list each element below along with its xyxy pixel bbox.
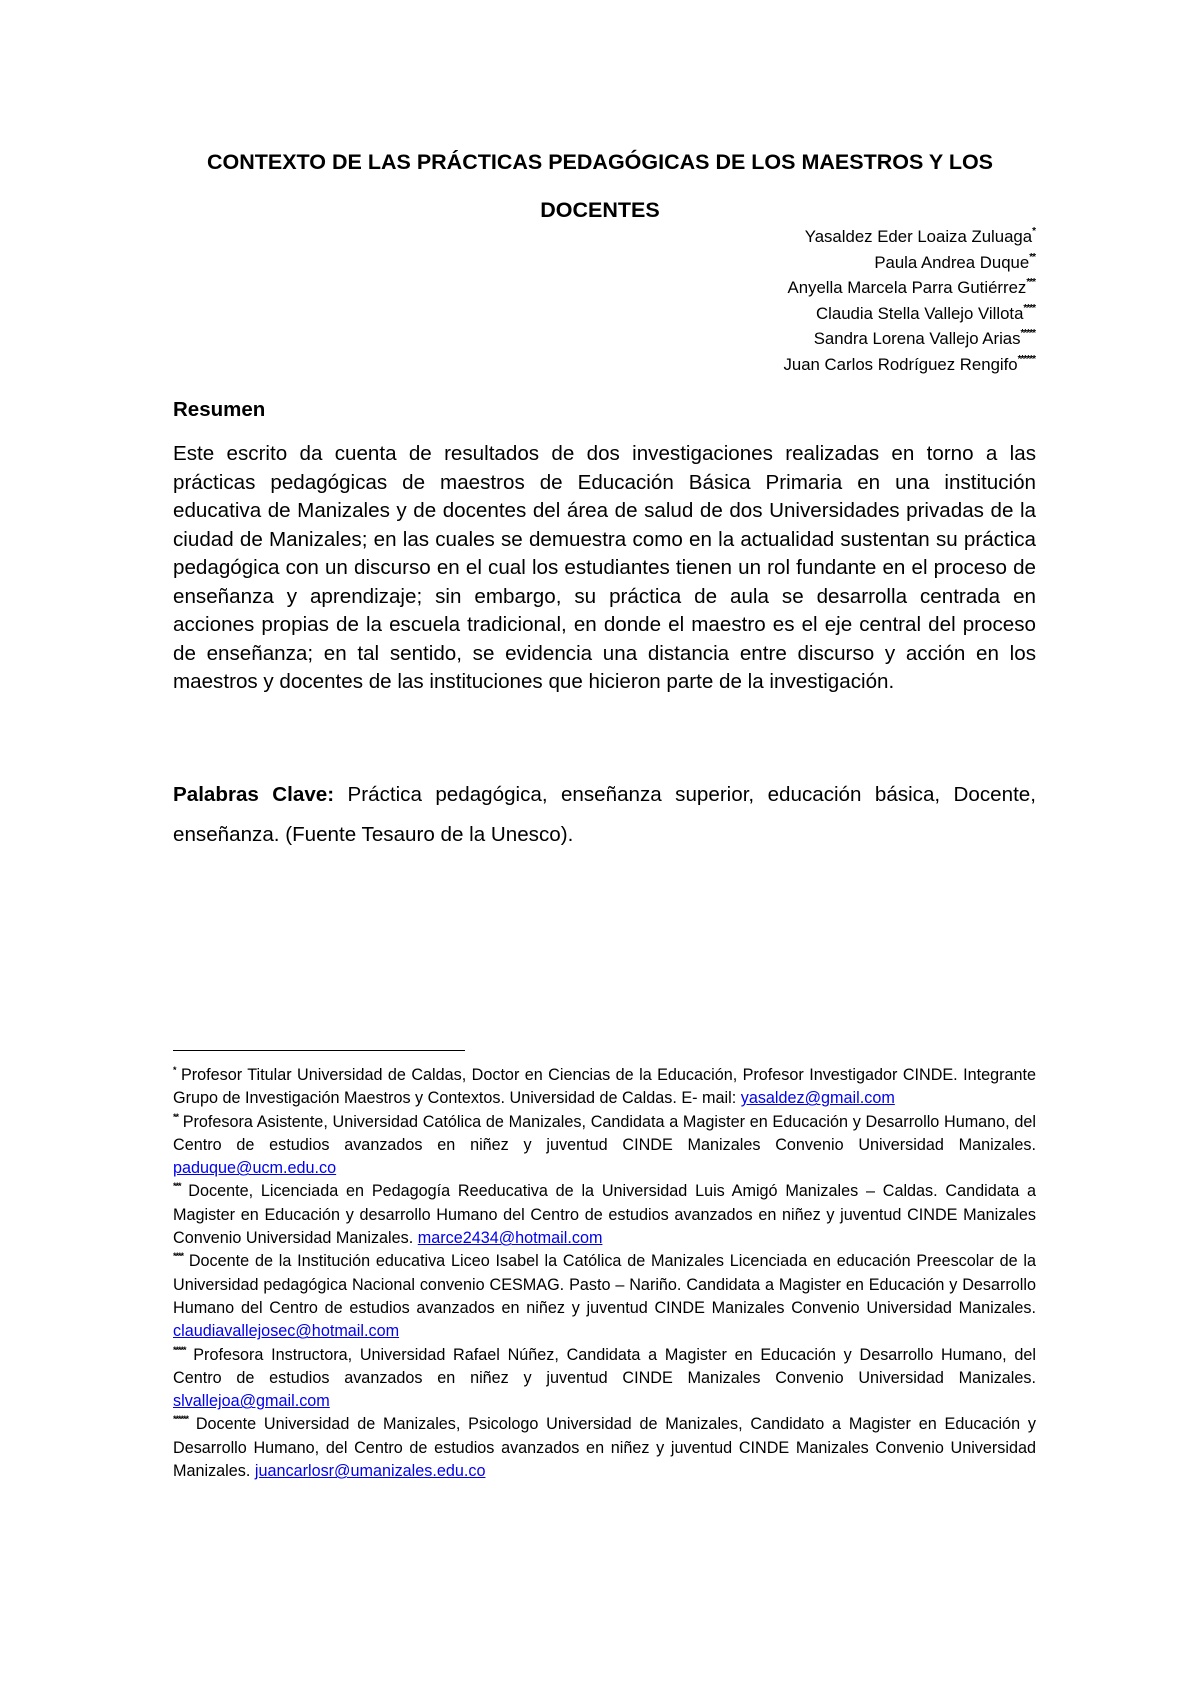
author-name: Paula Andrea Duque: [874, 252, 1030, 272]
author-mark: ******: [1017, 353, 1035, 365]
footnote-mark: ***: [173, 1181, 181, 1192]
email-link[interactable]: juancarlosr@umanizales.edu.co: [254, 1462, 486, 1481]
footnote-text: Docente de la Institución educativa Liceo Isabel la Católica de Manizales Licenciada en educación Preescolar de la Universidad pedagógica Nacional convenio CESMAG. Pasto – Nariño. Candidata a Magister en Educación y Desarrollo Humano del Centro de estudios avanzados en niñez y juventud CINDE Manizales Convenio Universidad Manizales.: [173, 1252, 1037, 1317]
email-link[interactable]: yasaldez@gmail.com: [740, 1089, 895, 1108]
author-list: [335, 224, 1035, 377]
abstract-body: Este escrito da cuenta de resultados de dos investigaciones realizadas en torno a las prácticas pedagógicas de maestros de Educación Básica Primaria en una institución educativa de Manizales y de docentes del área de salud de dos Universidades privadas de la ciudad de Manizales; en las cuales se demuestra como en la actualidad sustentan su práctica pedagógica con un discurso en el cual los estudiantes tienen un rol fundante en el proceso de enseñanza y aprendizaje; sin embargo, su práctica de aula se desarrolla centrada en acciones propias de la escuela tradicional, en donde el maestro es el eje central del proceso de enseñanza; en tal sentido, se evidencia una distancia entre discurso y acción en los maestros y docentes de las instituciones que hicieron parte de la investigación.: [173, 442, 1036, 693]
footnote-mark: **: [173, 1111, 179, 1122]
footnote-text: Profesora Asistente, Universidad Católica de Manizales, Candidata a Magister en Educación y Desarrollo Humano, del Centro de estudios avanzados en niñez y juventud CINDE Manizales Convenio Universidad Manizales.: [173, 1112, 1036, 1154]
keywords-label: Palabras Clave:: [173, 783, 335, 806]
email-link[interactable]: paduque@ucm.edu.co: [173, 1159, 337, 1178]
author-name: Yasaldez Eder Loaiza Zuluaga: [804, 227, 1033, 246]
keywords-text: Práctica pedagógica, enseñanza superior, educación básica, Docente, enseñanza. (Fuente Tesauro de la Unesco).: [173, 783, 1036, 846]
author-mark: ***: [1026, 277, 1035, 288]
author-mark: *: [1032, 226, 1035, 237]
author-mark: *****: [1020, 328, 1035, 339]
author-5: [335, 326, 1035, 352]
author-2: [335, 250, 1035, 276]
email-link[interactable]: claudiavallejosec@hotmail.com: [173, 1322, 400, 1341]
author-mark: **: [1029, 251, 1035, 263]
footnote-3: [173, 1180, 1036, 1250]
author-name: Sandra Lorena Vallejo Arias: [813, 329, 1021, 348]
footnote-text: Docente Universidad de Manizales, Psicologo Universidad de Manizales, Candidato a Magister en Educación y Desarrollo Humano, del Centro de estudios avanzados en niñez y juventud CINDE Manizales Convenio Universidad Manizales.: [173, 1415, 1037, 1481]
footnotes: [173, 1064, 1036, 1483]
author-4: [335, 301, 1035, 327]
footnote-mark: ****: [173, 1251, 184, 1262]
footnote-1: [173, 1064, 1036, 1111]
email-link[interactable]: slvallejoa@gmail.com: [173, 1392, 330, 1411]
author-name: Anyella Marcela Parra Gutiérrez: [787, 278, 1027, 297]
footnote-mark: *: [173, 1065, 176, 1075]
footnote-5: [173, 1344, 1036, 1414]
author-6: [335, 352, 1035, 378]
author-name: Claudia Stella Vallejo Villota: [816, 303, 1024, 323]
keywords: [173, 775, 1036, 855]
email-link[interactable]: marce2434@hotmail.com: [417, 1229, 603, 1248]
author-1: [335, 224, 1035, 250]
footnote-text: Profesora Instructora, Universidad Rafael Núñez, Candidata a Magister en Educación y Desarrollo Humano, del Centro de estudios avanzados en niñez y juventud CINDE Manizales Convenio Universidad Manizales.: [173, 1345, 1037, 1387]
footnote-mark: *****: [173, 1344, 186, 1355]
author-name: Juan Carlos Rodríguez Rengifo: [783, 354, 1018, 374]
abstract-heading: Resumen: [173, 398, 266, 421]
footnote-text: Profesor Titular Universidad de Caldas, Doctor en Ciencias de la Educación, Profesor Investigador CINDE. Integrante Grupo de Investigación Maestros y Contextos. Universidad de Caldas. E- mail:: [173, 1066, 1036, 1108]
footnote-4: [173, 1250, 1036, 1343]
author-3: [335, 275, 1035, 301]
footnote-2: [173, 1111, 1036, 1181]
footnote-divider: [173, 1050, 465, 1051]
footnote-6: [173, 1413, 1036, 1483]
footnote-text: Docente, Licenciada en Pedagogía Reeducativa de la Universidad Luis Amigó Manizales – Caldas. Candidata a Magister en Educación y desarrollo Humano del Centro de estudios avanzados en niñez y juventud CINDE Manizales Convenio Universidad Manizales.: [173, 1182, 1036, 1248]
paper-title: CONTEXTO DE LAS PRÁCTICAS PEDAGÓGICAS DE LOS MAESTROS Y LOS DOCENTES: [206, 150, 994, 222]
footnote-mark: ******: [173, 1414, 189, 1425]
author-mark: ****: [1023, 302, 1035, 314]
